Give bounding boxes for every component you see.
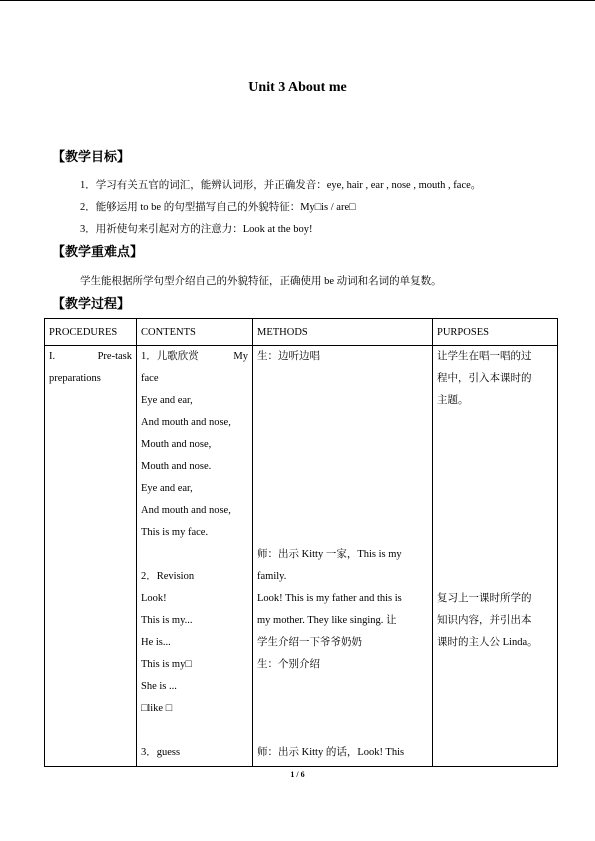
purpose-line: 复习上一课时所学的 <box>437 593 532 604</box>
table-header-row <box>45 319 558 346</box>
content-song-my: My <box>233 351 248 362</box>
content-line: Eye and ear, <box>141 395 193 406</box>
content-line: Look! <box>141 593 167 604</box>
objective-item-3: 3．用祈使句来引起对方的注意力：Look at the boy! <box>80 224 313 235</box>
page-number: 1 / 6 <box>290 770 305 779</box>
content-line: This is my... <box>141 615 193 626</box>
method-line: 生：边听边唱 <box>257 351 320 362</box>
content-song-label: 1．儿歌欣赏 <box>141 351 199 362</box>
content-line: And mouth and nose, <box>141 417 231 428</box>
content-line: face <box>141 373 159 384</box>
content-line: And mouth and nose, <box>141 505 231 516</box>
key-points-heading: 【教学重难点】 <box>52 245 144 260</box>
top-rule <box>0 0 595 1</box>
method-line: 生：个别介绍 <box>257 659 320 670</box>
process-heading: 【教学过程】 <box>52 297 131 312</box>
purpose-line: 程中，引入本课时的 <box>437 373 532 384</box>
procedure-line <box>49 346 132 368</box>
objectives-heading: 【教学目标】 <box>52 150 131 165</box>
contents-cell <box>137 346 253 767</box>
method-line: 师：出示 Kitty 一家，This is my <box>257 549 402 560</box>
content-line: This is my face. <box>141 527 209 538</box>
method-line: family. <box>257 571 287 582</box>
column-header-methods: METHODS <box>253 319 433 346</box>
content-line: 3．guess <box>141 747 181 758</box>
table-row <box>45 346 558 767</box>
procedure-cell <box>45 346 137 767</box>
purpose-line: 主题。 <box>437 395 469 406</box>
key-points-text: 学生能根据所学句型介绍自己的外貌特征，正确使用 be 动词和名词的单复数。 <box>80 276 442 287</box>
method-line: 学生介绍一下爷爷奶奶 <box>257 637 362 648</box>
methods-cell <box>253 346 433 767</box>
procedure-stage: Pre-task <box>97 351 132 362</box>
teaching-process-table <box>44 318 558 767</box>
content-song-title <box>141 346 248 368</box>
content-line: He is... <box>141 637 171 648</box>
method-line: Look! This is my father and this is <box>257 593 402 604</box>
procedure-stage-name: preparations <box>49 373 101 384</box>
page-title: Unit 3 About me <box>248 80 347 95</box>
purpose-line: 知识内容，并引出本 <box>437 615 532 626</box>
content-line: Mouth and nose. <box>141 461 212 472</box>
content-line: Eye and ear, <box>141 483 193 494</box>
content-line: 2．Revision <box>141 571 195 582</box>
column-header-contents: CONTENTS <box>137 319 253 346</box>
purposes-cell <box>433 346 558 767</box>
method-line: my mother. They like singing. 让 <box>257 615 397 626</box>
procedure-number: I. <box>49 351 56 362</box>
method-line: 师：出示 Kitty 的话，Look! This <box>257 747 405 758</box>
objective-item-1: 1．学习有关五官的词汇，能辨认词形，并正确发音：eye, hair , ear , nose , mouth , face。 <box>80 180 482 191</box>
purpose-line: 让学生在唱一唱的过 <box>437 351 532 362</box>
column-header-purposes: PURPOSES <box>433 319 558 346</box>
column-header-procedures: PROCEDURES <box>45 319 137 346</box>
content-line: This is my□ <box>141 659 192 670</box>
content-line: Mouth and nose, <box>141 439 212 450</box>
purpose-line: 课时的主人公 Linda。 <box>437 637 538 648</box>
content-line: She is ... <box>141 681 177 692</box>
objective-item-2: 2．能够运用 to be 的句型描写自己的外貌特征：My□is / are□ <box>80 202 356 213</box>
content-line: □like □ <box>141 703 173 714</box>
